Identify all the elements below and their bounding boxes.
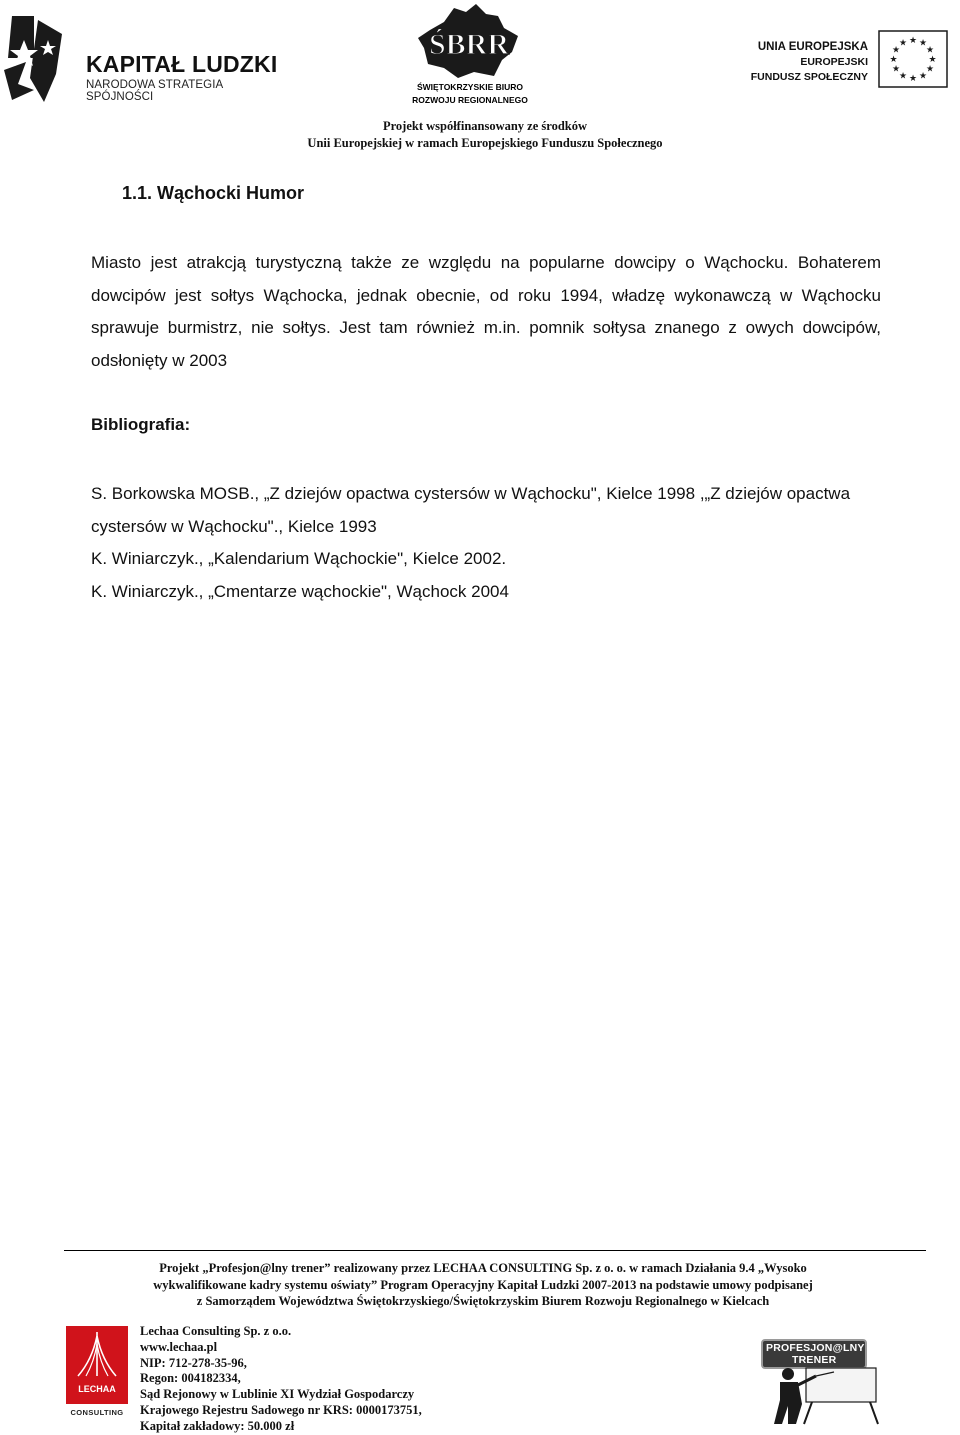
- company-capital: Kapitał zakładowy: 50.000 zł: [140, 1418, 295, 1433]
- lechaa-logo-tagline: CONSULTING: [70, 1408, 124, 1417]
- svg-text:★: ★: [898, 71, 908, 82]
- project-note-line3: z Samorządem Województwa Świętokrzyskiego/Świętokrzyskim Biurem Rozwoju Regionalnego w Kielcach: [196, 1294, 770, 1308]
- eu-text: [751, 40, 868, 85]
- company-info: [140, 1324, 422, 1435]
- svg-text:★: ★: [925, 64, 935, 75]
- eu-logo: [750, 30, 950, 90]
- lechaa-logo: [62, 1326, 132, 1421]
- svg-text:★: ★: [889, 55, 898, 65]
- svg-text:★: ★: [898, 38, 908, 49]
- svg-text:★: ★: [891, 64, 901, 75]
- kapital-ludzki-logo: [4, 12, 284, 104]
- trainer-logo-panel: [752, 1338, 900, 1426]
- cofinancing-line2: Unii Europejskiej w ramach Europejskiego Funduszu Społecznego: [307, 136, 663, 150]
- svg-text:★: ★: [908, 74, 918, 84]
- eu-fund-label-2: FUNDUSZ SPOŁECZNY: [750, 71, 868, 83]
- company-court: Sąd Rejonowy w Lublinie XI Wydział Gospodarczy: [140, 1387, 415, 1402]
- kapital-ludzki-star-icon: [4, 12, 66, 104]
- bibliography-item: S. Borkowska MOSB., „Z dziejów opactwa cystersów w Wąchocku", Kielce 1998 ,„Z dziejów opactwa cystersów w Wąchocku"., Kielce 1993: [91, 484, 851, 536]
- svg-text:★: ★: [925, 45, 935, 56]
- company-krs: Krajowego Rejestru Sadowego nr KRS: 0000173751,: [140, 1402, 422, 1417]
- sbrr-logo: [410, 2, 530, 105]
- bibliography-item: K. Winiarczyk., „Cmentarze wąchockie", Wąchock 2004: [91, 581, 509, 601]
- svg-text:★: ★: [918, 38, 928, 49]
- trainer-logo-line1: PROFESJON@LNY: [766, 1342, 865, 1354]
- svg-text:★: ★: [928, 55, 937, 65]
- bibliography-title: Bibliografia:: [91, 415, 191, 434]
- footer-divider: [64, 1250, 926, 1251]
- eu-fund-label-1: EUROPEJSKI: [800, 56, 868, 68]
- bibliography-item: K. Winiarczyk., „Kalendarium Wąchockie", Kielce 2002.: [91, 549, 507, 568]
- trainer-logo-line2: TRENER: [792, 1354, 837, 1366]
- sbrr-name-line1: ŚWIĘTOKRZYSKIE BIURO: [416, 82, 524, 92]
- cofinancing-line1: Projekt współfinansowany ze środków: [382, 119, 588, 133]
- bibliography-list: [91, 478, 881, 608]
- kapital-ludzki-title: KAPITAŁ LUDZKI: [86, 51, 278, 77]
- lechaa-tower-icon: [66, 1326, 128, 1382]
- project-note: [118, 1260, 848, 1310]
- project-note-line1: Projekt „Profesjon@lny trener” realizowany przez LECHAA CONSULTING Sp. z o. o. w ramach Działania 9.4 „Wysoko: [159, 1261, 807, 1275]
- company-name: Lechaa Consulting Sp. z o.o.: [140, 1324, 292, 1338]
- eu-flag-icon: [878, 30, 948, 88]
- company-nip: NIP: 712-278-35-96,: [140, 1355, 247, 1370]
- kapital-ludzki-subtitle: NARODOWA STRATEGIA SPÓJNOŚCI: [86, 79, 223, 103]
- sbrr-acronym: ŚBRR: [428, 28, 510, 61]
- svg-text:★: ★: [891, 45, 901, 56]
- sbrr-name-line2: ROZWOJU REGIONALNEGO: [412, 95, 528, 105]
- company-regon: Regon: 004182334,: [140, 1371, 241, 1386]
- profesjonalny-trener-logo: [752, 1338, 900, 1426]
- cofinancing-note: [0, 118, 960, 152]
- sbrr-map-icon: [414, 2, 524, 80]
- article-paragraph: Miasto jest atrakcją turystyczną także ze względu na popularne dowcipy o Wąchocku. Bohaterem dowcipów jest sołtys Wąchocka, jednak obecnie, od roku 1994, władzę wykonawczą w Wąchocku sprawuje burmistrz, nie sołtys. Jest tam również m.in. pomnik sołtysa znanego z owych dowcipów, odsłonięty w 2003: [91, 253, 881, 370]
- lechaa-logo-name: LECHAA: [78, 1384, 116, 1394]
- eu-union-label: UNIA EUROPEJSKA: [757, 41, 868, 53]
- section-heading: 1.1. Wąchocki Humor: [122, 183, 305, 203]
- project-note-line2: wykwalifikowane kadry systemu oświaty” Program Operacyjny Kapitał Ludzki 2007-2013 na podstawie umowy podpisanej: [153, 1277, 813, 1292]
- svg-text:★: ★: [918, 71, 928, 82]
- svg-text:★: ★: [908, 36, 918, 46]
- company-website: www.lechaa.pl: [140, 1339, 218, 1354]
